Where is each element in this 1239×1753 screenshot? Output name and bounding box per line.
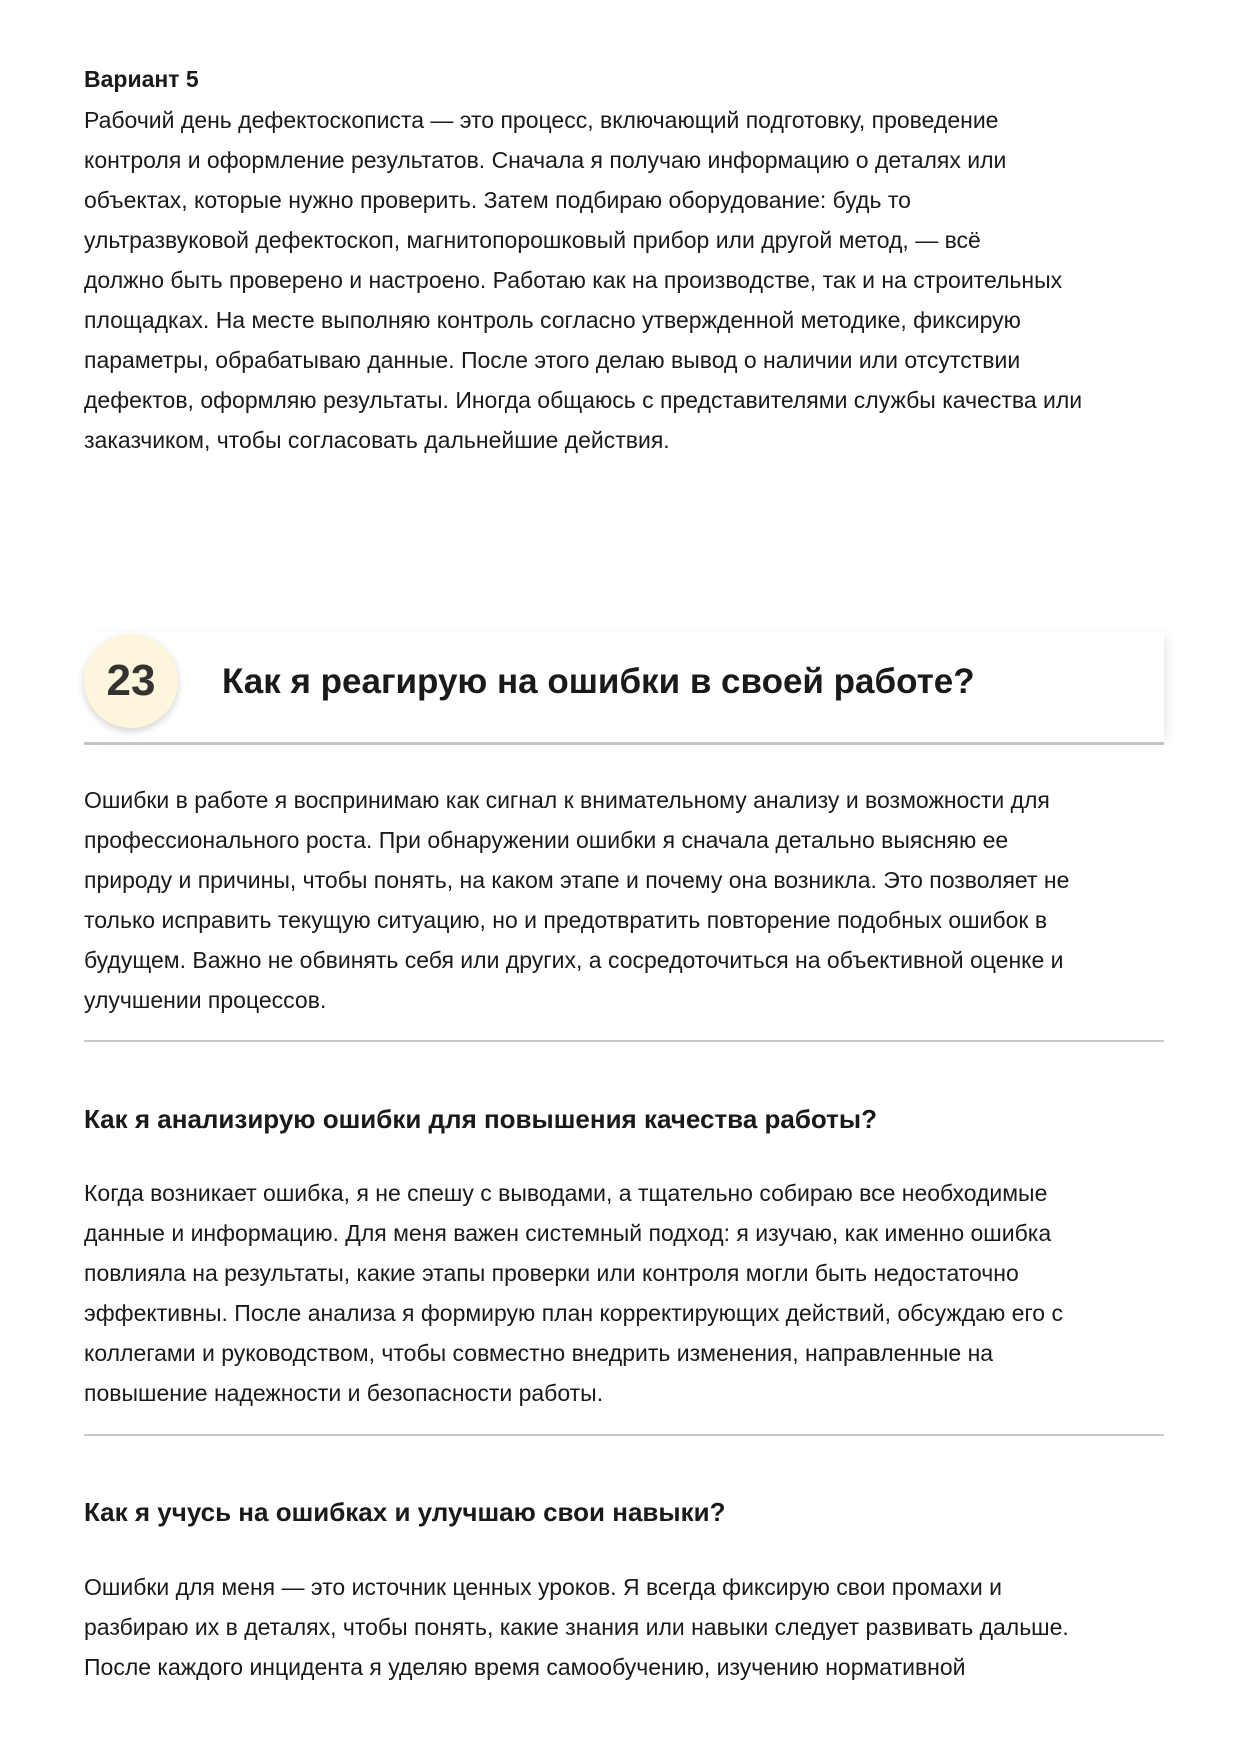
paragraph-line: параметры, обрабатываю данные. После этого делаю вывод о наличии или отсутствии xyxy=(84,347,1021,373)
paragraph-line: дефектов, оформляю результаты. Иногда общаюсь с представителями службы качества или xyxy=(84,387,1083,413)
question-header xyxy=(84,632,1164,745)
paragraph-line: разбираю их в деталях, чтобы понять, какие знания или навыки следует развивать дальше. xyxy=(84,1614,1069,1640)
paragraph-line: повышение надежности и безопасности работы. xyxy=(84,1380,604,1406)
paragraph-line: Ошибки для меня — это источник ценных уроков. Я всегда фиксирую свои промахи и xyxy=(84,1574,1002,1600)
paragraph-line: Когда возникает ошибка, я не спешу с выводами, а тщательно собираю все необходимые xyxy=(84,1180,1048,1206)
paragraph-line: площадках. На месте выполняю контроль согласно утвержденной методике, фиксирую xyxy=(84,307,1021,333)
paragraph-line: объектах, которые нужно проверить. Затем подбираю оборудование: будь то xyxy=(84,187,911,213)
section-divider xyxy=(84,1040,1164,1042)
paragraph-line: данные и информацию. Для меня важен системный подход: я изучаю, как именно ошибка xyxy=(84,1220,1052,1246)
paragraph-line: ультразвуковой дефектоскоп, магнитопорошковый прибор или другой метод, — всё xyxy=(84,227,981,253)
section-title: Как я учусь на ошибках и улучшаю свои навыки? xyxy=(84,1497,726,1527)
paragraph-line: Рабочий день дефектоскописта — это процесс, включающий подготовку, проведение xyxy=(84,107,999,133)
paragraph-line: Ошибки в работе я воспринимаю как сигнал к внимательному анализу и возможности для xyxy=(84,787,1050,813)
question-answer xyxy=(84,780,1164,1020)
variant-paragraph xyxy=(84,100,1164,460)
paragraph-line: эффективны. После анализа я формирую план корректирующих действий, обсуждаю его с xyxy=(84,1300,1063,1326)
variant-title: Вариант 5 xyxy=(84,66,199,92)
paragraph-line: будущем. Важно не обвинять себя или других, а сосредоточиться на объективной оценке и xyxy=(84,947,1064,973)
question-number-badge: 23 xyxy=(84,634,178,728)
paragraph-line: только исправить текущую ситуацию, но и предотвратить повторение подобных ошибок в xyxy=(84,907,1048,933)
section-divider xyxy=(84,1434,1164,1436)
section-paragraph xyxy=(84,1567,1164,1687)
paragraph-line: повлияла на результаты, какие этапы проверки или контроля могли быть недостаточно xyxy=(84,1260,1019,1286)
question-title: Как я реагирую на ошибки в своей работе? xyxy=(222,662,975,701)
paragraph-line: После каждого инцидента я уделяю время самообучению, изучению нормативной xyxy=(84,1654,966,1680)
paragraph-line: коллегами и руководством, чтобы совместно внедрить изменения, направленные на xyxy=(84,1340,994,1366)
section-title: Как я анализирую ошибки для повышения качества работы? xyxy=(84,1104,877,1134)
section-paragraph xyxy=(84,1173,1164,1413)
paragraph-line: природу и причины, чтобы понять, на каком этапе и почему она возникла. Это позволяет не xyxy=(84,867,1070,893)
paragraph-line: контроля и оформление результатов. Сначала я получаю информацию о деталях или xyxy=(84,147,1007,173)
paragraph-line: заказчиком, чтобы согласовать дальнейшие действия. xyxy=(84,427,670,453)
paragraph-line: должно быть проверено и настроено. Работаю как на производстве, так и на строительных xyxy=(84,267,1063,293)
paragraph-line: улучшении процессов. xyxy=(84,987,327,1013)
paragraph-line: профессионального роста. При обнаружении ошибки я сначала детально выясняю ее xyxy=(84,827,1009,853)
